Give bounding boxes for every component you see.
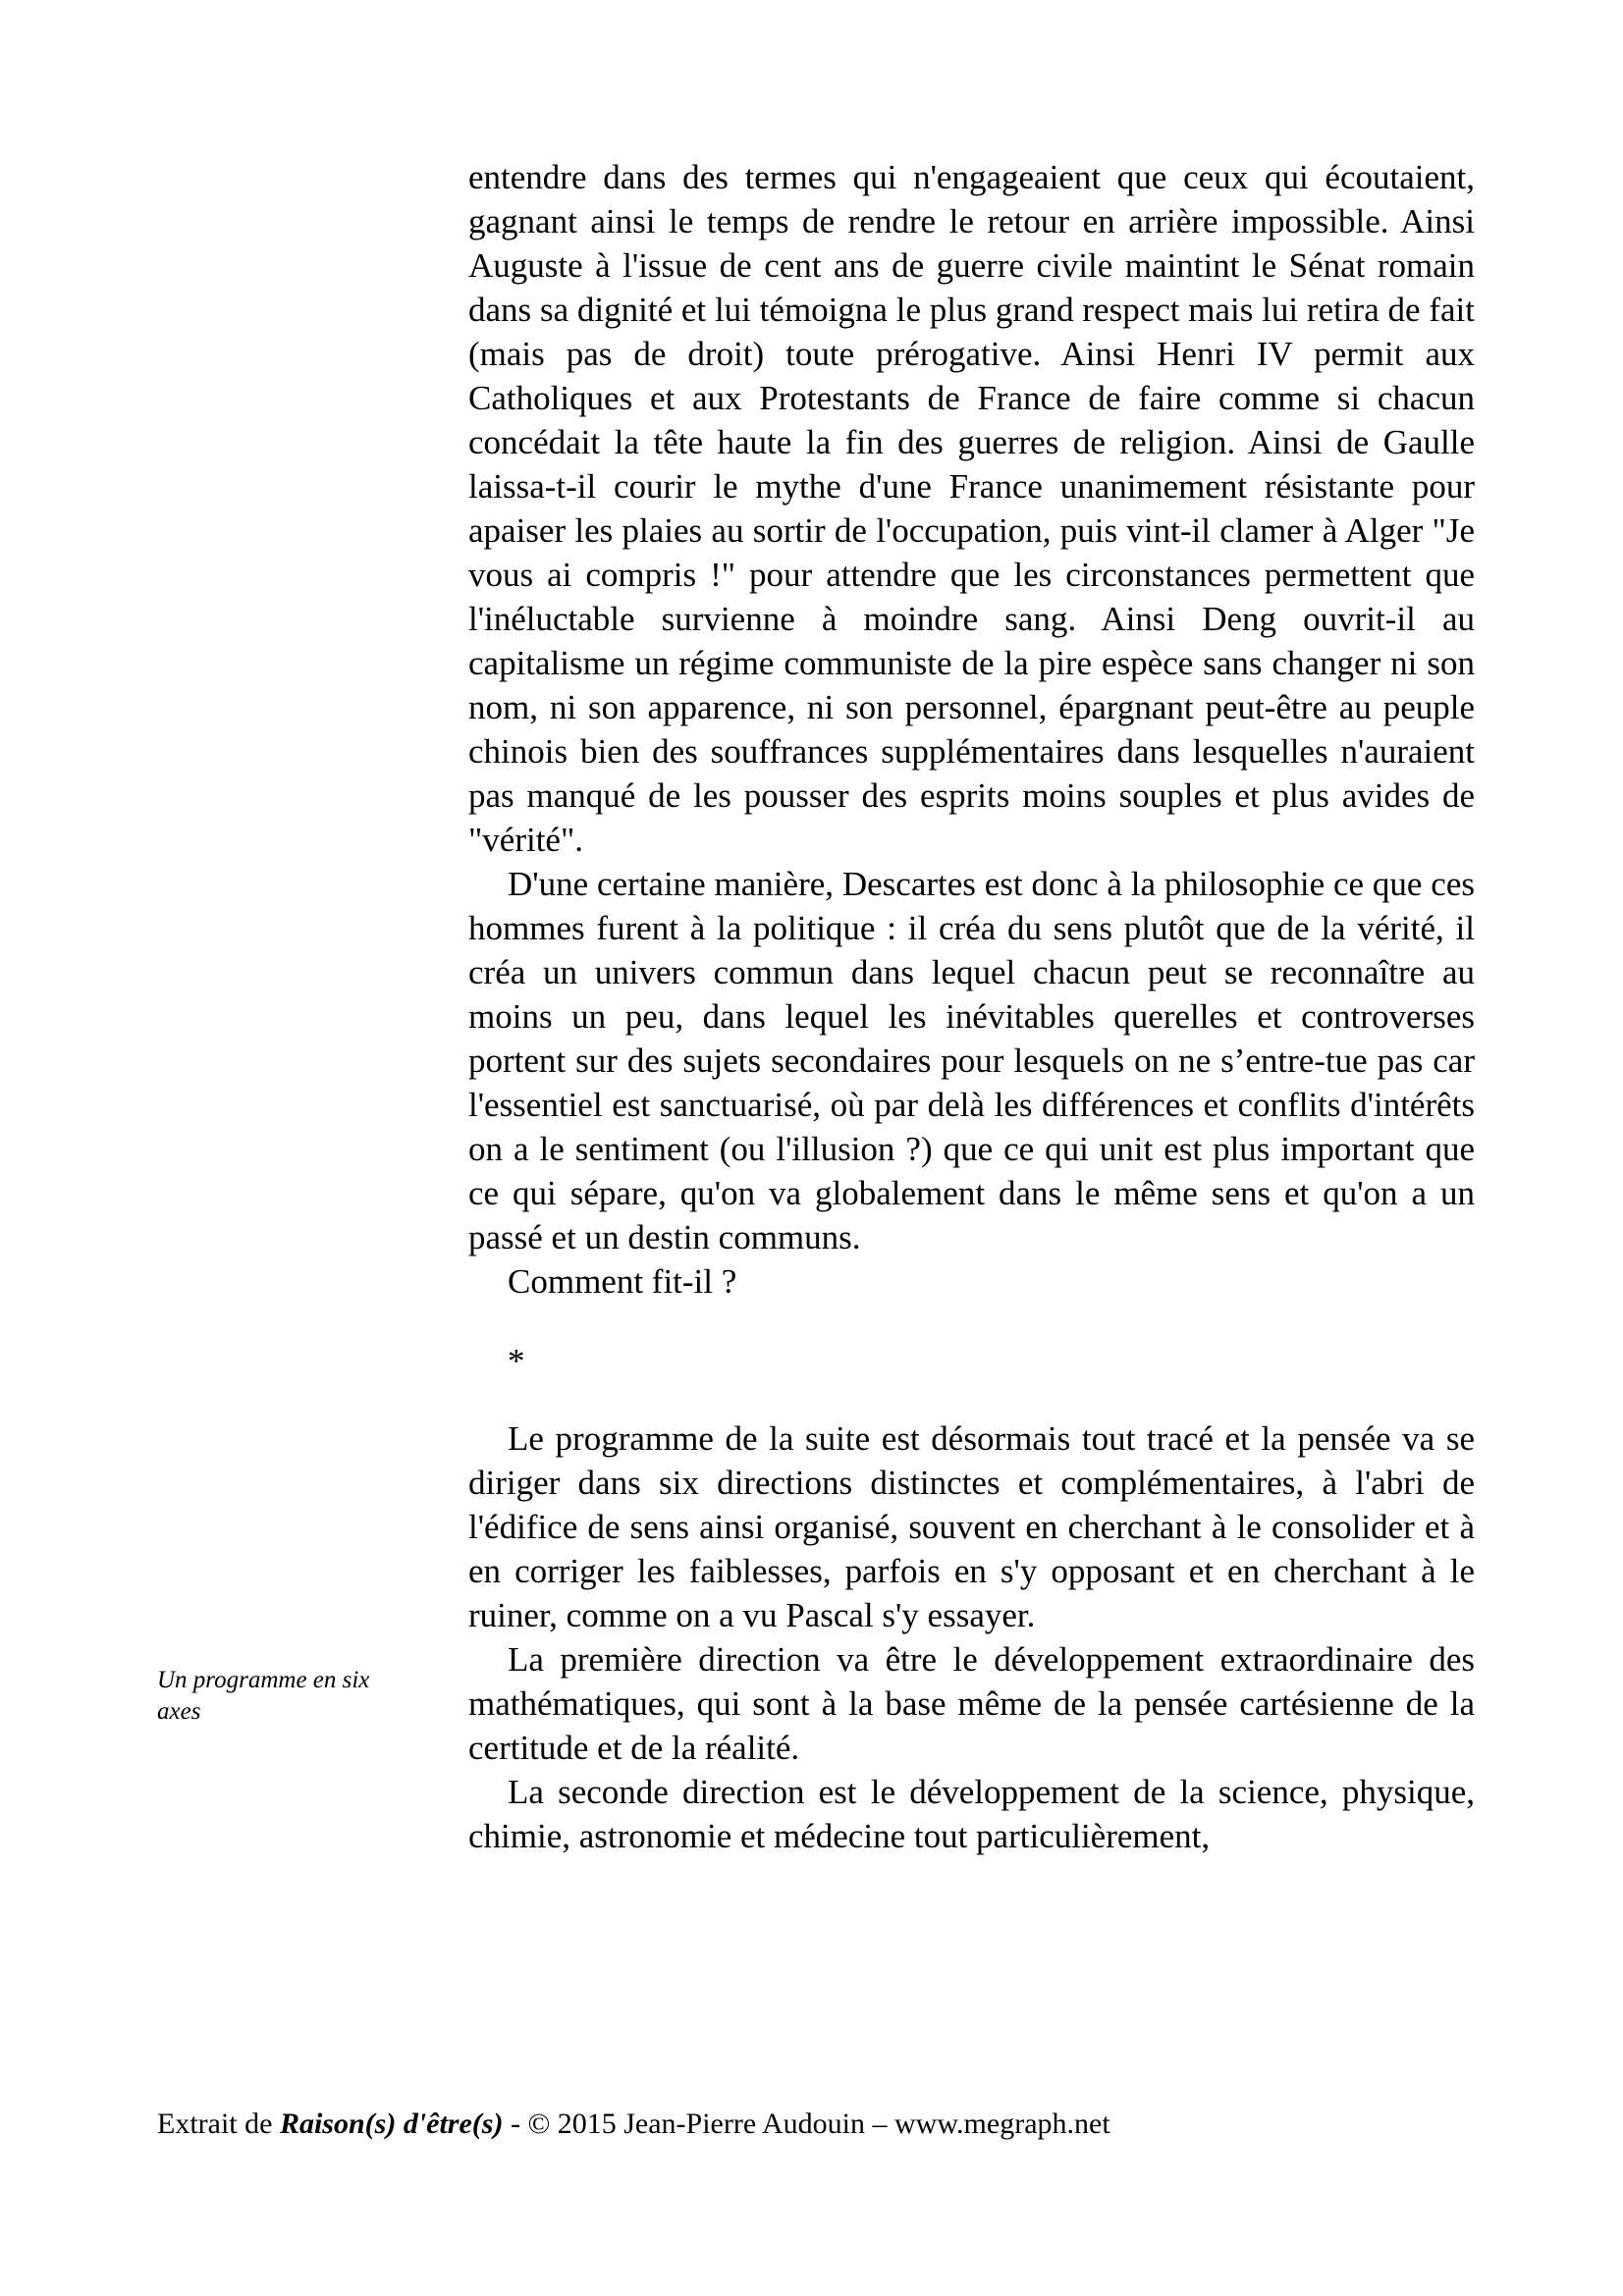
body-paragraph: La seconde direction est le développement de la science, physique, chimie, astronomie et médecine tout particulièrement, <box>468 1773 1475 1855</box>
body-paragraph: entendre dans des termes qui n'engageaient que ceux qui écoutaient, gagnant ainsi le temps de rendre le retour en arrière impossible. Ainsi Auguste à l'issue de cent ans de guerre civile maintint le Sénat romain dans sa dignité et lui témoigna le plus grand respect mais lui retira de fait (mais pas de droit) toute prérogative. Ainsi Henri IV permit aux Catholiques et aux Protestants de France de faire comme si chacun concédait la tête haute la fin des guerres de religion. Ainsi de Gaulle laissa-t-il courir le mythe d'une France unanimement résistante pour apaiser les plaies au sortir de l'occupation, puis vint-il clamer à Alger "Je vous ai compris !" pour attendre que les circonstances permettent que l'inéluctable survienne à moindre sang. Ainsi Deng ouvrit-il au capitalisme un régime communiste de la pire espèce sans changer ni son nom, ni son apparence, ni son personnel, épargnant peut-être au peuple chinois bien des souffrances supplémentaires dans lesquelles n'auraient pas manqué de les pousser des esprits moins souples et plus avides de "vérité". <box>468 158 1475 859</box>
page-footer <box>157 2107 1110 2142</box>
body-paragraph: La première direction va être le développement extraordinaire des mathématiques, qui sont à la base même de la pensée cartésienne de la certitude et de la réalité. <box>468 1640 1475 1767</box>
footer-copyright: - © 2015 Jean-Pierre Audouin – www.megraph.net <box>503 2108 1110 2140</box>
section-separator: * <box>508 1342 525 1380</box>
main-text-column <box>468 155 1475 1858</box>
footer-book-title: Raison(s) d'être(s) <box>279 2108 504 2140</box>
footer-prefix: Extrait de <box>157 2108 280 2140</box>
body-paragraph: Comment fit-il ? <box>508 1262 737 1301</box>
body-paragraph: Le programme de la suite est désormais tout tracé et la pensée va se diriger dans six directions distinctes et complémentaires, à l'abri de l'édifice de sens ainsi organisé, souvent en cherchant à le consolider et à en corriger les faiblesses, parfois en s'y opposant et en cherchant à le ruiner, comme on a vu Pascal s'y essayer. <box>468 1419 1475 1634</box>
margin-note: Un programme en six axes <box>157 1667 370 1725</box>
body-paragraph: D'une certaine manière, Descartes est donc à la philosophie ce que ces hommes furent à la politique : il créa du sens plutôt que de la vérité, il créa un univers commun dans lequel chacun peut se reconnaître au moins un peu, dans lequel les inévitables querelles et controverses portent sur des sujets secondaires pour lesquels on ne s’entre-tue pas car l'essentiel est sanctuarisé, où par delà les différences et conflits d'intérêts on a le sentiment (ou l'illusion ?) que ce qui unit est plus important que ce qui sépare, qu'on va globalement dans le même sens et qu'on a un passé et un destin communs. <box>468 865 1475 1256</box>
